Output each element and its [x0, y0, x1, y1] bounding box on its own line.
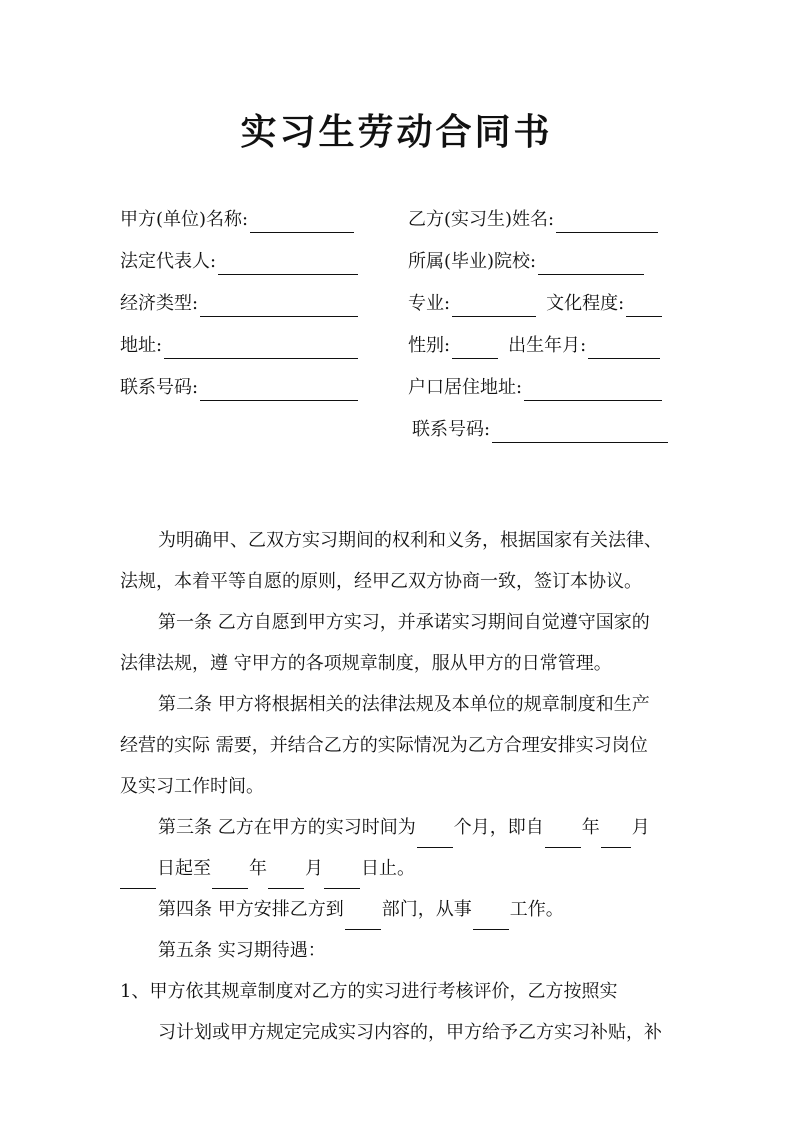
party-b-hukou-blank[interactable] [524, 380, 662, 401]
party-b-birth-blank[interactable] [588, 338, 660, 359]
article-3-start-day-blank[interactable] [120, 866, 156, 889]
article-3-text-f: 年 [249, 858, 267, 879]
article-2-line-2: 经营的实际 需要，并结合乙方的实际情况为乙方合理安排实习岗位 [120, 735, 648, 756]
article-3-line-2 [120, 848, 680, 889]
party-b-phone-field [412, 417, 668, 443]
article-3-end-year-blank[interactable] [212, 866, 248, 889]
article-3-text-c: 年 [581, 817, 600, 838]
party-b-hukou-label: 户口居住地址: [408, 377, 523, 398]
article-4-text-b: 部门，从事 [381, 899, 472, 920]
article-2-line-3: 及实习工作时间。 [120, 776, 264, 797]
article-3-text-b: 个月，即自 [453, 817, 544, 838]
article-3-months-blank[interactable] [417, 825, 453, 848]
party-b-phone-blank[interactable] [492, 422, 668, 443]
party-b-gender-field [408, 333, 660, 359]
party-a-address-blank[interactable] [164, 338, 358, 359]
party-a-phone-field [120, 375, 358, 401]
party-b-gender-blank[interactable] [452, 338, 498, 359]
article-3-text-a: 第三条 乙方在甲方的实习时间为 [158, 817, 416, 838]
page-title: 实习生劳动合同书 [240, 111, 553, 153]
article-1-line-1: 第一条 乙方自愿到甲方实习，并承诺实习期间自觉遵守国家的 [158, 612, 650, 633]
party-b-phone-label: 联系号码: [412, 419, 491, 440]
party-b-hukou-field [408, 375, 662, 401]
article-4-department-blank[interactable] [345, 907, 381, 930]
article-2-line-1: 第二条 甲方将根据相关的法律法规及本单位的规章制度和生产 [158, 694, 650, 715]
article-4-text-a: 第四条 甲方安排乙方到 [158, 899, 344, 920]
contract-body [120, 520, 680, 1053]
party-a-address-field [120, 333, 358, 359]
party-b-name-blank[interactable] [556, 212, 658, 233]
party-a-name-field [120, 207, 354, 233]
item-1-line-2: 习计划或甲方规定完成实习内容的，甲方给予乙方实习补贴，补 [158, 1022, 662, 1043]
article-5-line: 第五条 实习期待遇： [158, 940, 326, 961]
party-a-rep-field [120, 249, 358, 275]
party-a-name-blank[interactable] [250, 212, 354, 233]
party-b-school-label: 所属(毕业)院校: [408, 251, 537, 272]
party-b-major-field [408, 291, 662, 317]
article-3-text-d: 月 [631, 817, 650, 838]
article-3-line-1 [120, 807, 680, 848]
article-4-line [120, 889, 680, 930]
article-3-start-month-blank[interactable] [601, 825, 631, 848]
party-b-major-label: 专业: [408, 293, 451, 314]
party-b-school-field [408, 249, 644, 275]
party-b-birth-label: 出生年月: [508, 335, 587, 356]
intro-line-1: 为明确甲、乙双方实习期间的权利和义务，根据国家有关法律、 [158, 530, 662, 551]
article-4-work-blank[interactable] [473, 907, 509, 930]
article-3-end-month-blank[interactable] [268, 866, 304, 889]
party-a-econ-field [120, 291, 358, 317]
party-b-gender-label: 性别: [408, 335, 451, 356]
article-4-text-c: 工作。 [509, 899, 564, 920]
intro-line-2: 法规，本着平等自愿的原则，经甲乙双方协商一致，签订本协议。 [120, 571, 642, 592]
party-a-econ-blank[interactable] [200, 296, 358, 317]
article-3-text-e: 日起至 [157, 858, 211, 879]
party-b-edu-blank[interactable] [626, 296, 662, 317]
party-a-econ-label: 经济类型: [120, 293, 199, 314]
party-a-name-label: 甲方(单位)名称: [120, 209, 249, 230]
article-3-start-year-blank[interactable] [545, 825, 581, 848]
article-3-text-h: 日止。 [361, 858, 415, 879]
party-a-rep-blank[interactable] [218, 254, 358, 275]
item-1-line-1: 1、甲方依其规章制度对乙方的实习进行考核评价，乙方按照实 [120, 981, 618, 1002]
party-a-phone-blank[interactable] [200, 380, 358, 401]
party-a-address-label: 地址: [120, 335, 163, 356]
party-b-edu-label: 文化程度: [546, 293, 625, 314]
party-b-major-blank[interactable] [452, 296, 536, 317]
article-3-end-day-blank[interactable] [324, 866, 360, 889]
party-b-school-blank[interactable] [538, 254, 644, 275]
article-1-line-2: 法律法规，遵 守甲方的各项规章制度，服从甲方的日常管理。 [120, 653, 612, 674]
party-a-phone-label: 联系号码: [120, 377, 199, 398]
party-a-rep-label: 法定代表人: [120, 251, 217, 272]
article-3-text-g: 月 [305, 858, 323, 879]
party-b-name-label: 乙方(实习生)姓名: [408, 209, 555, 230]
party-b-name-field [408, 207, 658, 233]
